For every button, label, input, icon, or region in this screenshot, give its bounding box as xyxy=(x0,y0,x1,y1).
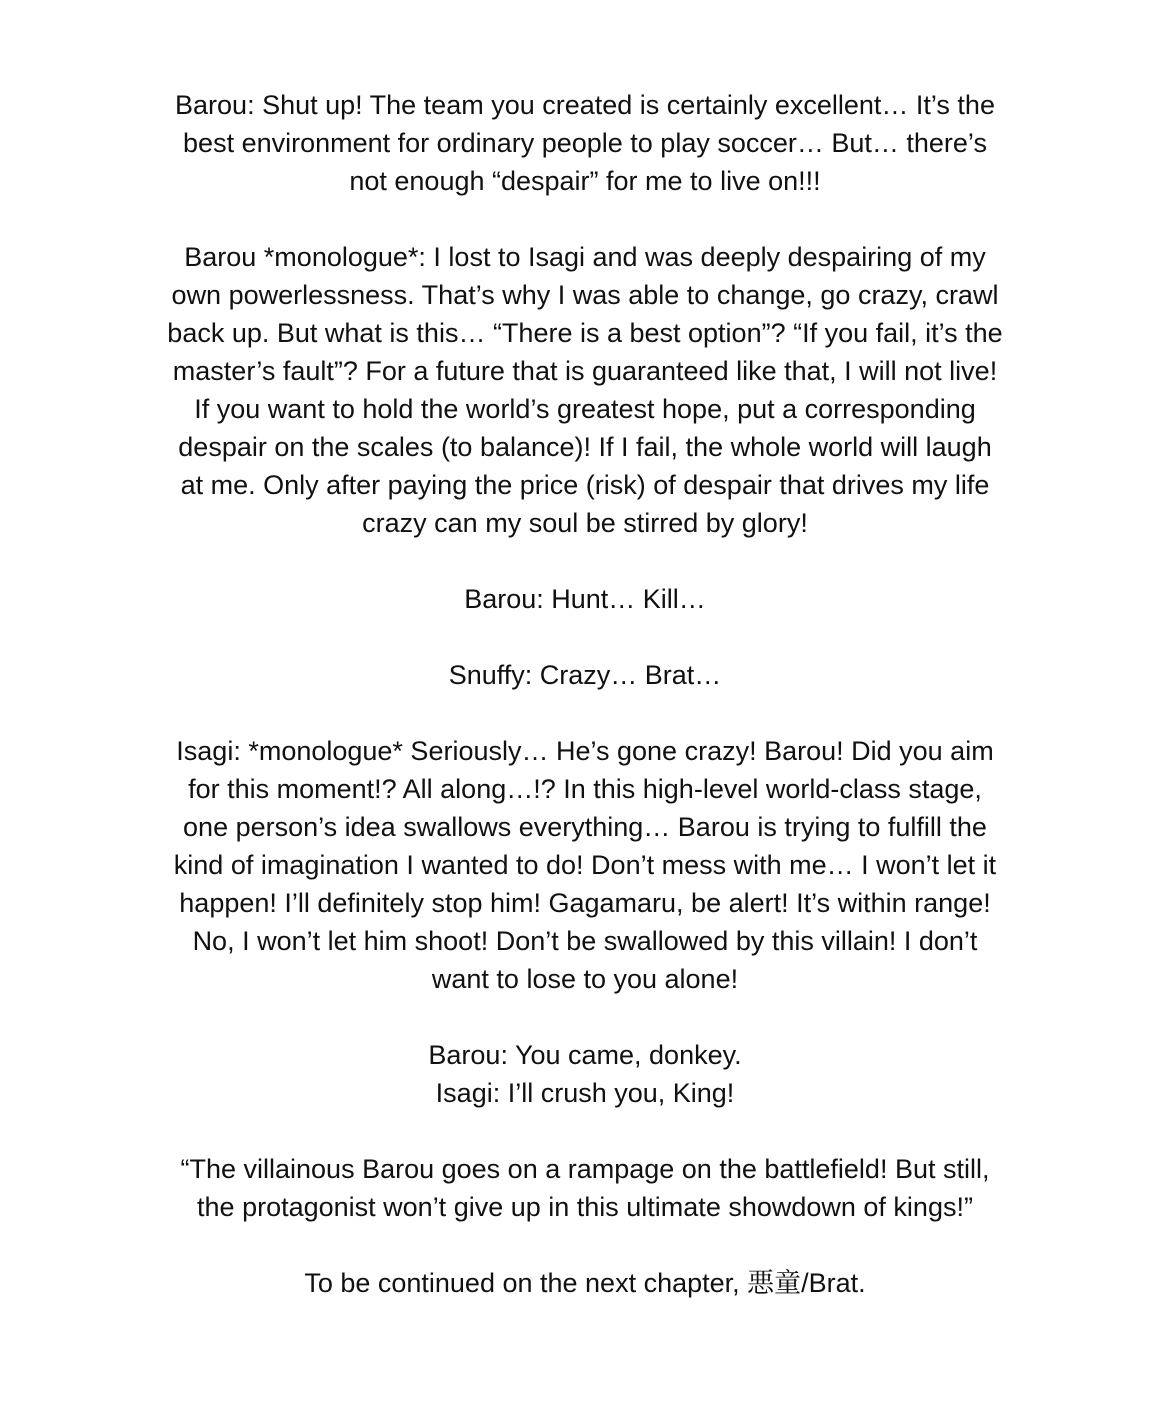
text-line: one person’s idea swallows everything… Barou is trying to fulfill the xyxy=(183,812,987,842)
text-line: own powerlessness. That’s why I was able to change, go crazy, crawl xyxy=(171,280,999,310)
text-line: Barou: You came, donkey. xyxy=(428,1040,742,1070)
text-line: Isagi: *monologue* Seriously… He’s gone crazy! Barou! Did you aim xyxy=(176,736,994,766)
paragraph-narration xyxy=(130,1150,1040,1226)
paragraph-barou-monologue xyxy=(130,238,1040,542)
text-line: happen! I’ll definitely stop him! Gagamaru, be alert! It’s within range! xyxy=(179,888,991,918)
text-line: Barou: Hunt… Kill… xyxy=(464,584,706,614)
text-line: Isagi: I’ll crush you, King! xyxy=(435,1078,735,1108)
document-body xyxy=(0,86,1170,1302)
text-line: for this moment!? All along…!? In this high-level world-class stage, xyxy=(188,774,982,804)
paragraph-isagi-monologue xyxy=(130,732,1040,998)
text-line: want to lose to you alone! xyxy=(431,964,739,994)
paragraph-snuffy-crazy xyxy=(130,656,1040,694)
paragraph-barou-isagi-exchange xyxy=(130,1036,1040,1112)
text-line: crazy can my soul be stirred by glory! xyxy=(362,508,808,538)
text-line: If you want to hold the world’s greatest hope, put a corresponding xyxy=(194,394,976,424)
text-line: at me. Only after paying the price (risk) of despair that drives my life xyxy=(180,470,990,500)
text-line: Snuffy: Crazy… Brat… xyxy=(448,660,722,690)
text-line: “The villainous Barou goes on a rampage on the battlefield! But still, xyxy=(180,1154,990,1184)
text-line: best environment for ordinary people to play soccer… But… there’s xyxy=(183,128,987,158)
paragraph-to-be-continued xyxy=(130,1264,1040,1302)
paragraph-barou-shut-up xyxy=(130,86,1040,200)
text-line: the protagonist won’t give up in this ultimate showdown of kings!” xyxy=(197,1192,973,1222)
text-line: No, I won’t let him shoot! Don’t be swallowed by this villain! I don’t xyxy=(192,926,978,956)
text-line: To be continued on the next chapter, 悪童/Brat. xyxy=(304,1268,866,1298)
text-line: not enough “despair” for me to live on!!! xyxy=(349,166,821,196)
text-line: despair on the scales (to balance)! If I fail, the whole world will laugh xyxy=(178,432,992,462)
text-line: back up. But what is this… “There is a best option”? “If you fail, it’s the xyxy=(167,318,1003,348)
text-line: Barou: Shut up! The team you created is certainly excellent… It’s the xyxy=(175,90,995,120)
text-line: master’s fault”? For a future that is guaranteed like that, I will not live! xyxy=(172,356,998,386)
text-line: Barou *monologue*: I lost to Isagi and was deeply despairing of my xyxy=(184,242,986,272)
paragraph-barou-hunt xyxy=(130,580,1040,618)
text-line: kind of imagination I wanted to do! Don’t mess with me… I won’t let it xyxy=(173,850,997,880)
